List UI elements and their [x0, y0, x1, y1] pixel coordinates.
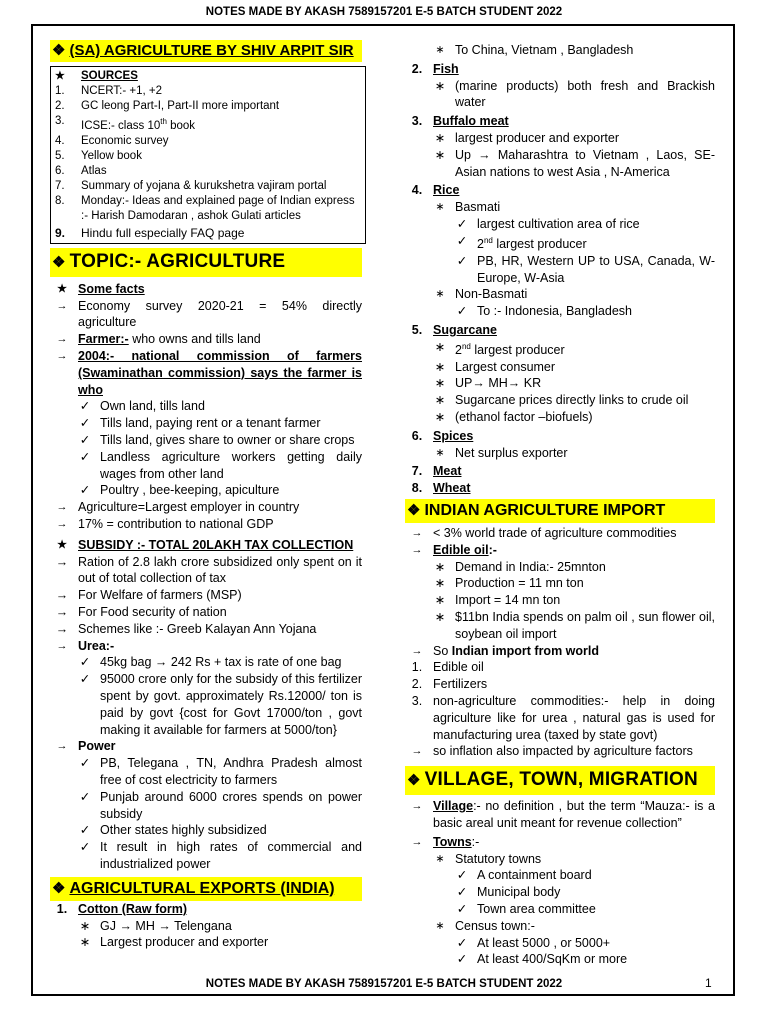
source-item: 5. Yellow book — [55, 149, 142, 162]
checkmark-icon: ✓ — [79, 433, 91, 447]
power-item: ✓ Punjab around 6000 crores spends on power subsidy — [50, 789, 362, 823]
asterisk-bullet-icon: ∗ — [434, 559, 446, 574]
statutory-town-item: ✓ Town area committee — [405, 901, 715, 918]
statutory-towns-heading: ∗ Statutory towns — [405, 851, 715, 868]
statutory-towns-list — [405, 867, 715, 917]
checkmark-icon: ✓ — [79, 449, 91, 464]
checkmark-icon: ✓ — [456, 253, 468, 268]
farmer-types-list — [50, 398, 362, 499]
asterisk-bullet-icon: ∗ — [435, 201, 445, 214]
power-item: ✓ It result in high rates of commercial and industrialized power — [50, 839, 362, 873]
asterisk-bullet-icon: ∗ — [434, 376, 446, 391]
subsidy-heading: ★ SUBSIDY :- TOTAL 20LAKH TAX COLLECTION — [50, 537, 362, 554]
asterisk-bullet-icon: ∗ — [434, 78, 446, 93]
arrow-bullet-icon: → — [56, 639, 68, 652]
sources-heading: ★ SOURCES — [55, 70, 138, 82]
urea-heading: → Urea:- — [50, 638, 362, 655]
fact-farmer: → Farmer:- who owns and tills land — [50, 331, 362, 348]
source-item: 9. Hindu full especially FAQ page — [55, 225, 245, 240]
source-item: 6. Atlas — [55, 164, 107, 177]
asterisk-bullet-icon: ∗ — [79, 918, 91, 933]
arrow-bullet-icon: → — [55, 554, 69, 569]
asterisk-bullet-icon: ∗ — [435, 288, 445, 301]
asterisk-bullet-icon: ∗ — [79, 935, 91, 950]
diamond-bullet-icon: ❖ — [407, 772, 421, 790]
basmati-item: ✓ 2nd largest producer — [405, 233, 715, 253]
arrow-bullet-icon: → — [55, 621, 69, 636]
asterisk-bullet-icon: ∗ — [434, 393, 446, 408]
checkmark-icon: ✓ — [456, 868, 468, 883]
checkmark-icon: ✓ — [79, 416, 91, 431]
cotton-destinations: ∗ To China, Vietnam , Bangladesh — [405, 42, 715, 59]
census-town-heading: ∗ Census town:- — [405, 918, 715, 935]
import-item: 2. Fertilizers — [411, 677, 488, 692]
section-title-village: ❖ VILLAGE, TOWN, MIGRATION — [405, 766, 715, 795]
source-item: 3. ICSE:- class 10th book — [55, 115, 196, 132]
subsidy-item: → Schemes like :- Greeb Kalayan Ann Yojana — [50, 621, 362, 638]
star-bullet-icon: ★ — [57, 282, 67, 295]
checkmark-icon: ✓ — [456, 304, 468, 319]
rice-heading: 4. Rice — [411, 183, 460, 198]
buffalo-list — [405, 130, 715, 180]
subsidy-item: → For Food security of nation — [50, 604, 362, 621]
edible-oil-item: ∗ Demand in India:- 25mnton — [405, 559, 715, 576]
cotton-heading: 1. Cotton (Raw form) — [56, 901, 188, 916]
arrow-bullet-icon: → — [411, 745, 423, 758]
asterisk-bullet-icon: ∗ — [434, 147, 446, 162]
asterisk-bullet-icon: ∗ — [434, 410, 446, 425]
sugarcane-item: ∗ Sugarcane prices directly links to crude oil — [405, 392, 715, 409]
left-column — [50, 40, 362, 951]
arrow-bullet-icon: → — [56, 299, 68, 312]
spices-heading: 6. Spices — [411, 428, 474, 443]
section-title-exports: ❖ AGRICULTURAL EXPORTS (INDIA) — [50, 877, 362, 901]
arrow-bullet-icon: → — [411, 527, 423, 540]
asterisk-bullet-icon: ∗ — [435, 852, 445, 865]
arrow-bullet-icon: → — [56, 501, 68, 514]
sugarcane-item: ∗ UP→ MH→ KR — [405, 375, 715, 392]
farmer-type-item: ✓ Own land, tills land — [50, 398, 362, 415]
fact-economy-survey: → Economy survey 2020-21 = 54% directly agriculture — [50, 298, 362, 332]
fact-employer: → Agriculture=Largest employer in country — [50, 499, 362, 516]
world-trade-fact: → < 3% world trade of agriculture commodities — [405, 525, 715, 542]
census-town-item: ✓ At least 400/SqKm or more — [405, 951, 715, 968]
statutory-town-item: ✓ A containment board — [405, 867, 715, 884]
arrow-bullet-icon: → — [55, 604, 69, 619]
census-town-item: ✓ At least 5000 , or 5000+ — [405, 935, 715, 952]
checkmark-icon: ✓ — [456, 216, 468, 231]
meat-heading: 7. Meat — [411, 464, 462, 479]
cotton-item: ∗ Largest producer and exporter — [50, 934, 362, 951]
diamond-bullet-icon: ❖ — [52, 253, 66, 271]
page-header: NOTES MADE BY AKASH 7589157201 E-5 BATCH STUDENT 2022 — [205, 6, 563, 18]
farmer-type-item: ✓ Tills land, gives share to owner or share crops — [50, 432, 362, 449]
checkmark-icon: ✓ — [456, 901, 468, 916]
fish-text: ∗ (marine products) both fresh and Brackish water — [405, 78, 715, 112]
edible-oil-list — [405, 559, 715, 643]
arrow-bullet-icon: → — [56, 740, 68, 753]
buffalo-item: ∗ largest producer and exporter — [405, 130, 715, 147]
checkmark-icon: ✓ — [79, 789, 91, 804]
checkmark-icon: ✓ — [456, 885, 468, 900]
cotton-list — [50, 918, 362, 952]
power-heading: → Power — [50, 738, 362, 755]
wheat-heading: 8. Wheat — [411, 481, 471, 496]
checkmark-icon: ✓ — [79, 756, 91, 771]
urea-item: ✓ 95000 crore only for the subsidy of this fertilizer spent by govt. approximately Rs.12000/ ton is paid by govt {cost for Govt 17000/ton , govt making it available for farmers at 5000/ton} — [50, 671, 362, 738]
asterisk-bullet-icon: ∗ — [434, 339, 446, 354]
section-title-import: ❖ INDIAN AGRICULTURE IMPORT — [405, 499, 715, 523]
asterisk-bullet-icon: ∗ — [434, 359, 446, 374]
farmer-type-item: ✓ Landless agriculture workers getting daily wages from other land — [50, 449, 362, 483]
source-item: 2. GC leong Part-I, Part-II more important — [55, 100, 280, 112]
edible-oil-heading: → Edible oil:- — [405, 542, 715, 559]
page-footer: NOTES MADE BY AKASH 7589157201 E-5 BATCH STUDENT 2022 — [205, 978, 563, 990]
fact-commission: → 2004:- national commission of farmers (Swaminathan commission) says the farmer is who — [50, 348, 362, 398]
some-facts-heading: ★ Some facts — [50, 281, 362, 298]
checkmark-icon: ✓ — [456, 952, 468, 967]
asterisk-bullet-icon: ∗ — [434, 593, 446, 608]
towns-heading: → Towns:- — [405, 834, 715, 851]
asterisk-bullet-icon: ∗ — [435, 919, 445, 932]
checkmark-icon: ✓ — [79, 655, 91, 670]
asterisk-bullet-icon: ∗ — [434, 576, 446, 591]
farmer-type-item: ✓ Tills land, paying rent or a tenant farmer — [50, 415, 362, 432]
diamond-bullet-icon: ❖ — [407, 502, 421, 520]
import-item: 3. non-agriculture commodities:- help in doing agriculture like for urea , natural gas is used for manufacturing urea (taxed by state govt) — [411, 694, 715, 742]
sources-list — [55, 84, 359, 241]
non-basmati-heading: ∗ Non-Basmati — [405, 286, 715, 303]
cotton-item: ∗ GJ → MH → Telengana — [50, 918, 362, 935]
power-item: ✓ Other states highly subsidized — [50, 822, 362, 839]
checkmark-icon: ✓ — [79, 823, 91, 838]
import-list — [405, 659, 715, 743]
asterisk-bullet-icon: ∗ — [434, 130, 446, 145]
power-item: ✓ PB, Telegana , TN, Andhra Pradesh almost free of cost electricity to farmers — [50, 755, 362, 789]
right-column — [405, 44, 715, 968]
asterisk-bullet-icon: ∗ — [435, 44, 445, 56]
source-item: 7. Summary of yojana & kurukshetra vajiram portal — [55, 179, 327, 192]
buffalo-heading: 3. Buffalo meat — [411, 114, 509, 129]
star-bullet-icon: ★ — [55, 70, 65, 82]
checkmark-icon: ✓ — [79, 483, 91, 498]
section-title-topic-agriculture: ❖ TOPIC:- AGRICULTURE — [50, 248, 362, 277]
basmati-item: ✓ PB, HR, Western UP to USA, Canada, W-Europe, W-Asia — [405, 253, 715, 287]
section-title-agriculture-sa: ❖ (SA) AGRICULTURE BY SHIV ARPIT SIR — [50, 40, 362, 62]
arrow-bullet-icon: → — [411, 835, 423, 848]
source-item: 4. Economic survey — [55, 134, 169, 147]
subsidy-item: → For Welfare of farmers (MSP) — [50, 587, 362, 604]
source-item: 1. NCERT:- +1, +2 — [55, 85, 162, 97]
basmati-item: ✓ largest cultivation area of rice — [405, 216, 715, 233]
arrow-bullet-icon: → — [411, 644, 423, 657]
page-number: 1 — [705, 976, 712, 990]
arrow-bullet-icon: → — [56, 350, 68, 363]
diamond-bullet-icon: ❖ — [52, 879, 66, 897]
buffalo-item: ∗ Up → Maharashtra to Vietnam , Laos, SE-Asian nations to west Asia , N-America — [405, 147, 715, 181]
star-bullet-icon: ★ — [57, 538, 67, 551]
sugarcane-list — [405, 339, 715, 426]
import-from-world-heading: → So Indian import from world — [405, 643, 715, 660]
sugarcane-heading: 5. Sugarcane — [411, 322, 497, 337]
checkmark-icon: ✓ — [456, 935, 468, 950]
arrow-bullet-icon: → — [55, 588, 69, 603]
subsidy-list — [50, 554, 362, 638]
edible-oil-item: ∗ $11bn India spends on palm oil , sun flower oil, soybean oil import — [405, 609, 715, 643]
import-item: 1. Edible oil — [411, 660, 484, 675]
non-basmati-item: ✓ To :- Indonesia, Bangladesh — [405, 303, 715, 320]
source-item: 8. Monday:- Ideas and explained page of Indian express :- Harish Damodaran , ashok Gulati articles — [55, 194, 355, 222]
checkmark-icon: ✓ — [79, 840, 91, 855]
urea-item: ✓ 45kg bag → 242 Rs + tax is rate of one bag — [50, 654, 362, 671]
farmer-type-item: ✓ Poultry , bee-keeping, apiculture — [50, 482, 362, 499]
checkmark-icon: ✓ — [456, 233, 468, 248]
edible-oil-item: ∗ Import = 14 mn ton — [405, 592, 715, 609]
statutory-town-item: ✓ Municipal body — [405, 884, 715, 901]
fish-heading: 2. Fish — [411, 61, 459, 76]
urea-list — [50, 654, 362, 738]
arrow-bullet-icon: → — [411, 543, 423, 556]
power-list — [50, 755, 362, 873]
asterisk-bullet-icon: ∗ — [434, 610, 446, 625]
arrow-bullet-icon: → — [56, 333, 68, 346]
spices-item: ∗ Net surplus exporter — [405, 445, 715, 462]
sources-box — [50, 66, 366, 244]
diamond-bullet-icon: ❖ — [52, 42, 66, 59]
census-town-list — [405, 935, 715, 969]
checkmark-icon: ✓ — [79, 672, 91, 687]
arrow-bullet-icon: → — [56, 517, 68, 530]
arrow-bullet-icon: → — [411, 800, 423, 813]
sugarcane-item: ∗ (ethanol factor –biofuels) — [405, 409, 715, 426]
sugarcane-item: ∗ 2nd largest producer — [405, 339, 715, 359]
basmati-list — [405, 216, 715, 286]
asterisk-bullet-icon: ∗ — [435, 446, 445, 459]
fact-gdp: → 17% = contribution to national GDP — [50, 516, 362, 533]
sugarcane-item: ∗ Largest consumer — [405, 359, 715, 376]
village-definition: → Village:- no definition , but the term “Mauza:- is a basic areal unit meant for revenue collection” — [405, 798, 715, 832]
basmati-heading: ∗ Basmati — [405, 199, 715, 216]
inflation-fact: → so inflation also impacted by agriculture factors — [405, 743, 715, 760]
subsidy-item: → Ration of 2.8 lakh crore subsidized only spent on it out of total collection of tax — [50, 554, 362, 588]
edible-oil-item: ∗ Production = 11 mn ton — [405, 575, 715, 592]
checkmark-icon: ✓ — [79, 399, 91, 414]
